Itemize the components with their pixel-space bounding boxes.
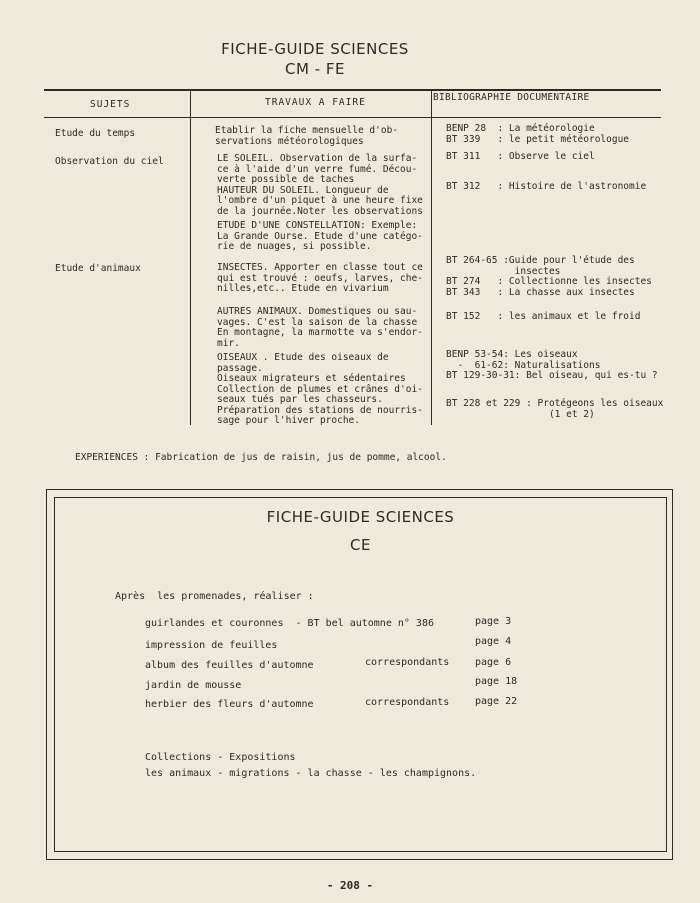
page-title: FICHE-GUIDE SCIENCES	[221, 40, 409, 58]
page-number: - 208 -	[326, 879, 374, 892]
ce-item-text: impression de feuilles	[145, 640, 278, 651]
ce-intro: Après les promenades, réaliser :	[115, 591, 314, 602]
biblio-cell: BENP 28 : La météorologie BT 339 : le petit météorologue	[446, 123, 630, 145]
table-column-divider	[190, 89, 191, 425]
biblio-cell: BT 152 : les animaux et le froid	[446, 311, 641, 322]
travaux-cell: ETUDE D'UNE CONSTELLATION: Exemple: La Grande Ourse. Etude d'une catégo- rie de nuages, si possible.	[217, 220, 423, 252]
page-subtitle: CM - FE	[285, 60, 345, 78]
travaux-cell: OISEAUX . Etude des oiseaux de passage. Oiseaux migrateurs et sédentaires Collection de plumes et crânes d'oi- seaux tués par les chasseurs. Préparation des stations de nourris- sage pour l'hiver proche.	[217, 352, 423, 426]
biblio-cell: BT 311 : Observe le ciel	[446, 151, 595, 162]
column-header-bibliographie: BIBLIOGRAPHIE DOCUMENTAIRE	[433, 92, 590, 103]
biblio-cell: BT 228 et 229 : Protégeons les oiseaux (1 et 2)	[446, 398, 664, 420]
travaux-cell: INSECTES. Apporter en classe tout ce qui est trouvé : oeufs, larves, che- nilles,etc.. Etude en vivarium	[217, 262, 423, 294]
ce-item-page: page 18	[475, 676, 518, 687]
table-top-rule	[44, 89, 661, 91]
ce-item-text: guirlandes et couronnes - BT bel automne n° 386	[145, 618, 434, 629]
ce-item-corr: correspondants	[365, 697, 450, 708]
ce-collections: Collections - Expositions	[145, 752, 296, 763]
ce-item-text: herbier des fleurs d'automne	[145, 699, 314, 710]
ce-item-page: page 6	[475, 657, 512, 668]
table-header-rule	[44, 117, 661, 118]
subject-cell: Etude du temps	[55, 128, 136, 139]
ce-collections-detail: les animaux - migrations - la chasse - les champignons.	[145, 768, 477, 779]
table-column-divider	[431, 89, 432, 425]
biblio-cell: BT 312 : Histoire de l'astronomie	[446, 181, 647, 192]
ce-item-page: page 22	[475, 696, 518, 707]
ce-item-page: page 4	[475, 636, 512, 647]
ce-item-text: jardin de mousse	[145, 680, 242, 691]
ce-item-text: album des feuilles d'automne	[145, 660, 314, 671]
travaux-cell: Etablir la fiche mensuelle d'ob- servations météorologiques	[215, 125, 399, 147]
column-header-travaux: TRAVAUX A FAIRE	[265, 97, 366, 108]
biblio-cell: BENP 53-54: Les oiseaux - 61-62: Naturalisations BT 129-30-31: Bel oiseau, qui es-tu ?	[446, 349, 658, 381]
travaux-cell: LE SOLEIL. Observation de la surfa- ce à l'aide d'un verre fumé. Décou- verte possible de taches HAUTEUR DU SOLEIL. Longueur de l'ombre d'un piquet à une heure fixe de la journée.Noter les observations	[217, 153, 423, 217]
ce-subtitle: CE	[350, 536, 371, 554]
ce-title: FICHE-GUIDE SCIENCES	[266, 508, 455, 526]
subject-cell: Etude d'animaux	[55, 263, 141, 274]
ce-item-corr: correspondants	[365, 657, 450, 668]
subject-cell: Observation du ciel	[55, 156, 164, 167]
experiences-note: EXPERIENCES : Fabrication de jus de raisin, jus de pomme, alcool.	[75, 452, 447, 463]
ce-item-page: page 3	[475, 616, 512, 627]
biblio-cell: BT 264-65 :Guide pour l'étude des insectes BT 274 : Collectionne les insectes BT 343 : La chasse aux insectes	[446, 255, 652, 298]
travaux-cell: AUTRES ANIMAUX. Domestiques ou sau- vages. C'est la saison de la chasse En montagne, la marmotte va s'endor- mir.	[217, 306, 423, 349]
column-header-sujets: SUJETS	[90, 99, 131, 110]
